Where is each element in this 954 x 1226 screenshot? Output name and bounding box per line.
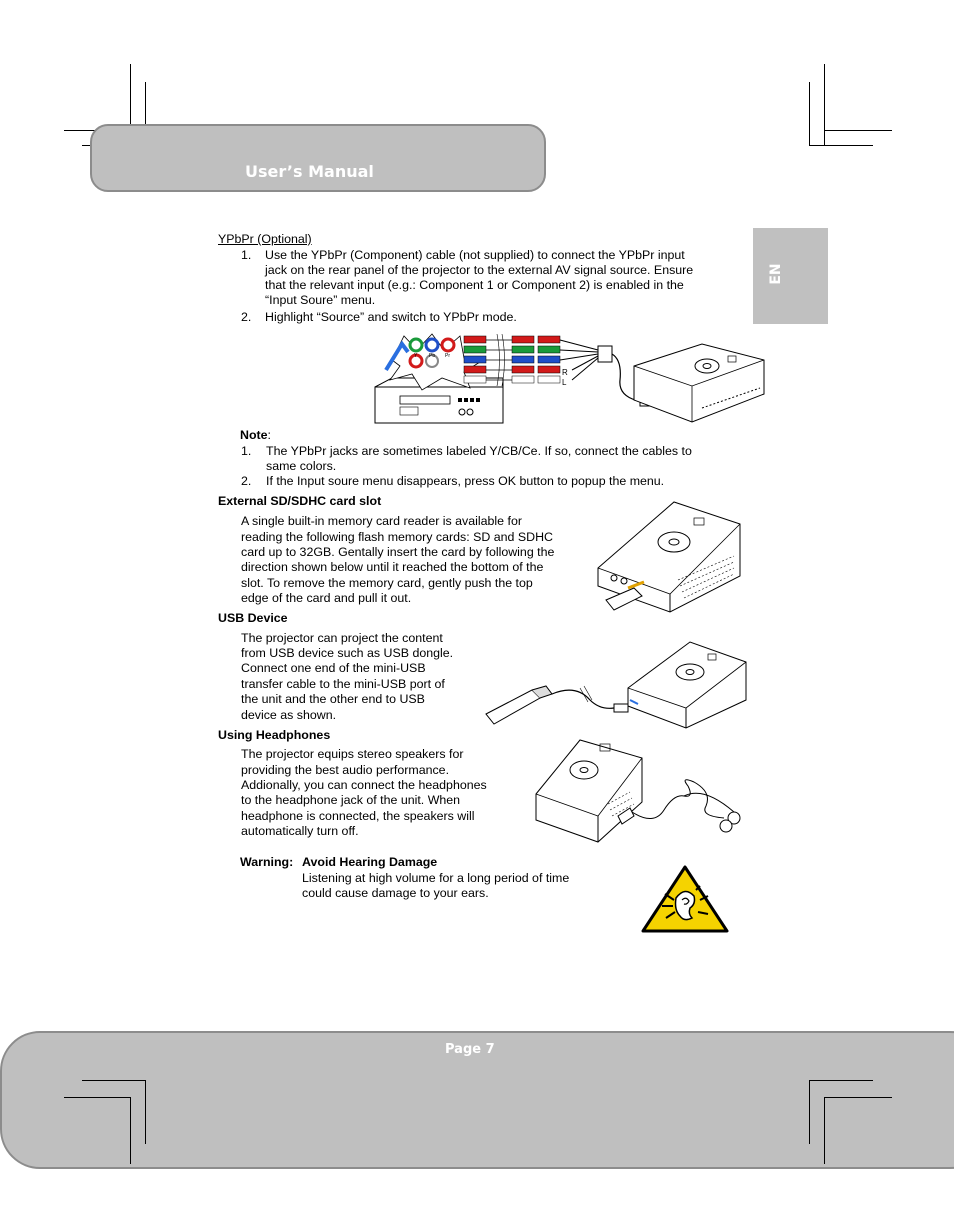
step-number: 2. <box>241 310 252 324</box>
note-number: 1. <box>241 444 252 458</box>
header-banner <box>90 124 546 192</box>
headphones-text: to the headphone jack of the unit. When <box>241 793 461 807</box>
diagram-label-pb: Pb <box>429 353 436 359</box>
usb-text: from USB device such as USB dongle. <box>241 646 454 660</box>
warning-title: Avoid Hearing Damage <box>302 855 438 869</box>
usb-text: the unit and the other end to USB <box>241 692 425 706</box>
headphones-text: automatically turn off. <box>241 824 359 838</box>
note-text: same colors. <box>266 459 337 473</box>
usb-text: transfer cable to the mini-USB port of <box>241 677 445 691</box>
step-text: Highlight “Source” and switch to YPbPr mode. <box>265 310 517 324</box>
crop-mark <box>824 64 825 146</box>
crop-mark <box>145 1080 146 1144</box>
headphones-text: providing the best audio performance. <box>241 763 450 777</box>
sd-card-projector-illustration <box>594 496 746 614</box>
diagram-label-pr: Pr <box>445 353 450 359</box>
usb-text: Connect one end of the mini-USB <box>241 661 426 675</box>
crop-mark <box>824 1097 825 1164</box>
sd-heading: External SD/SDHC card slot <box>218 494 382 508</box>
sd-text: edge of the card and pull it out. <box>241 591 412 605</box>
crop-mark <box>824 130 892 131</box>
step-text: “Input Soure” menu. <box>265 293 376 307</box>
page-number: Page 7 <box>445 1042 495 1057</box>
headphones-text: The projector equips stereo speakers for <box>241 747 464 761</box>
headphones-text: Addionally, you can connect the headphones <box>241 778 487 792</box>
language-tab-label: EN <box>768 263 784 285</box>
step-text: jack on the rear panel of the projector to the external AV signal source. Ensure <box>265 263 694 277</box>
crop-mark <box>809 1080 873 1081</box>
step-text: Use the YPbPr (Component) cable (not supplied) to connect the YPbPr input <box>265 248 685 262</box>
note-number: 2. <box>241 474 252 488</box>
note-label: Note: <box>240 428 271 442</box>
crop-mark <box>130 1097 131 1164</box>
note-text: If the Input soure menu disappears, press OK button to popup the menu. <box>266 474 665 488</box>
usb-connection-illustration <box>480 638 750 730</box>
note-text: The YPbPr jacks are sometimes labeled Y/CB/Ce. If so, connect the cables to <box>266 444 692 458</box>
crop-mark <box>824 1097 892 1098</box>
step-text: that the relevant input (e.g.: Component 1 or Component 2) is enabled in the <box>265 278 684 292</box>
usb-text: device as shown. <box>241 708 337 722</box>
ypbpr-heading: YPbPr (Optional) <box>218 232 312 246</box>
sd-text: direction shown below until it reached the bottom of the <box>241 560 544 574</box>
headphones-text: headphone is connected, the speakers will <box>241 809 475 823</box>
usb-heading: USB Device <box>218 611 288 625</box>
crop-mark <box>809 82 810 146</box>
warning-text: could cause damage to your ears. <box>302 886 489 900</box>
headphones-illustration <box>534 736 756 844</box>
sd-text: slot. To remove the memory card, gently push the top <box>241 576 533 590</box>
crop-mark <box>809 1080 810 1144</box>
step-number: 1. <box>241 248 252 262</box>
crop-mark <box>809 145 873 146</box>
sd-text: A single built-in memory card reader is available for <box>241 514 522 528</box>
diagram-label-r: R <box>562 368 568 377</box>
warning-text: Listening at high volume for a long period of time <box>302 871 570 885</box>
sd-text: card up to 32GB. Gentally insert the card by following the <box>241 545 555 559</box>
usb-text: The projector can project the content <box>241 631 443 645</box>
diagram-label-y: Y <box>414 353 418 359</box>
header-title: User’s Manual <box>245 162 374 181</box>
crop-mark <box>82 1080 146 1081</box>
hearing-damage-warning-icon <box>640 864 730 934</box>
warning-label: Warning: <box>240 855 294 869</box>
crop-mark <box>64 1097 131 1098</box>
sd-text: reading the following flash memory cards: SD and SDHC <box>241 530 553 544</box>
ypbpr-connection-diagram <box>372 330 768 426</box>
diagram-label-l: L <box>562 378 567 387</box>
headphones-heading: Using Headphones <box>218 728 331 742</box>
